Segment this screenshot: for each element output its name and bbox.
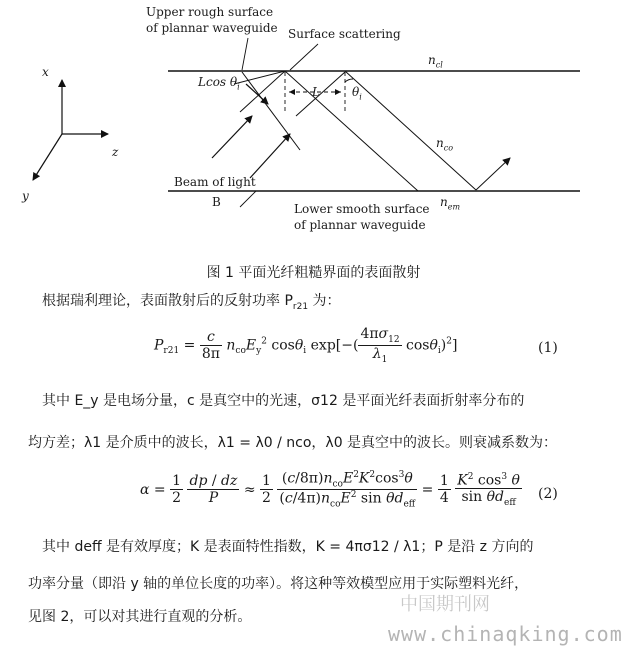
label-n-cl: $n_{cl}$ bbox=[428, 53, 443, 70]
figure-surface-scattering bbox=[0, 0, 627, 250]
label-axis-y: y bbox=[22, 189, 29, 203]
label-lcos-theta: Lcos $\theta_i$ bbox=[198, 75, 240, 92]
equation-1: $P_{r21}$ = $\frac{c}{8\pi}$ $n_{co}E_y^2$ cosθ$_i$ exp[−( $\frac{4\pi\sigma_{12}}{\lambda_1}$ cosθ$_i$)$^2$] bbox=[154, 326, 458, 365]
beam-arrow-1 bbox=[212, 116, 252, 158]
paragraph-definitions-2: 均方差；λ1 是介质中的波长，λ1 = λ0 / nco，λ0 是真空中的波长。则衰减系数为： bbox=[28, 435, 558, 451]
paragraph-rayleigh: 根据瑞利理论，表面散射后的反射功率 $P_{r21}$ 为： bbox=[42, 293, 341, 312]
paragraph-effective-3: 见图 2，可以对其进行直观的分析。 bbox=[28, 609, 252, 625]
paragraph-definitions-1: 其中 E_y 是电场分量，c 是真空中的光速，σ12 是平面光纤表面折射率分布的 bbox=[42, 393, 525, 409]
axis-y bbox=[33, 134, 62, 180]
label-theta-i: $\theta_i$ bbox=[352, 85, 362, 102]
label-n-co: $n_{co}$ bbox=[436, 136, 454, 153]
label-upper-surface-1: Upper rough surface bbox=[146, 5, 274, 19]
watermark-url: www.chinaqking.com bbox=[388, 622, 623, 646]
beam-arrow-2 bbox=[250, 134, 290, 178]
label-L: L bbox=[312, 85, 320, 99]
label-lower-surface-2: of plannar waveguide bbox=[294, 218, 426, 232]
label-B: B bbox=[212, 195, 221, 209]
label-surface-scattering: Surface scattering bbox=[288, 27, 401, 41]
paragraph-effective-1: 其中 deff 是有效厚度；K 是表面特性指数，K = 4πσ12 / λ1；P 是沿 z 方向的 bbox=[42, 539, 534, 555]
label-axis-x: x bbox=[42, 65, 49, 79]
label-upper-surface-2: of plannar waveguide bbox=[146, 21, 278, 35]
equation-2-number: (2) bbox=[538, 486, 558, 502]
equation-1-number: (1) bbox=[538, 340, 558, 356]
paragraph-effective-2: 功率分量（即沿 y 轴的单位长度的功率）。将这种等效模型应用于实际塑料光纤， bbox=[28, 576, 529, 592]
equation-2: α = $\frac{1}{2}$ $\frac{dp / dz}{P}$ ≈ $\frac{1}{2}$ $\frac{(c/8\pi)n_{co}E^2K^2\cos^3\theta}{(c/4\pi)n_{co}E^2 \sin \theta d_{eff}}$ = $\frac{1}{4}$ $\frac{K^2 \cos^3 \theta}{\sin \theta d_{eff}}$ bbox=[140, 470, 520, 510]
label-axis-z: z bbox=[112, 145, 119, 159]
label-n-em: $n_{em}$ bbox=[440, 195, 461, 212]
figure-caption: 图 1 平面光纤粗糙界面的表面散射 bbox=[206, 265, 421, 281]
watermark-cn: 中国期刊网 bbox=[400, 594, 490, 615]
lcos-arrow bbox=[246, 84, 268, 104]
label-lower-surface-1: Lower smooth surface bbox=[294, 202, 430, 216]
label-beam-of-light: Beam of light bbox=[174, 175, 256, 189]
